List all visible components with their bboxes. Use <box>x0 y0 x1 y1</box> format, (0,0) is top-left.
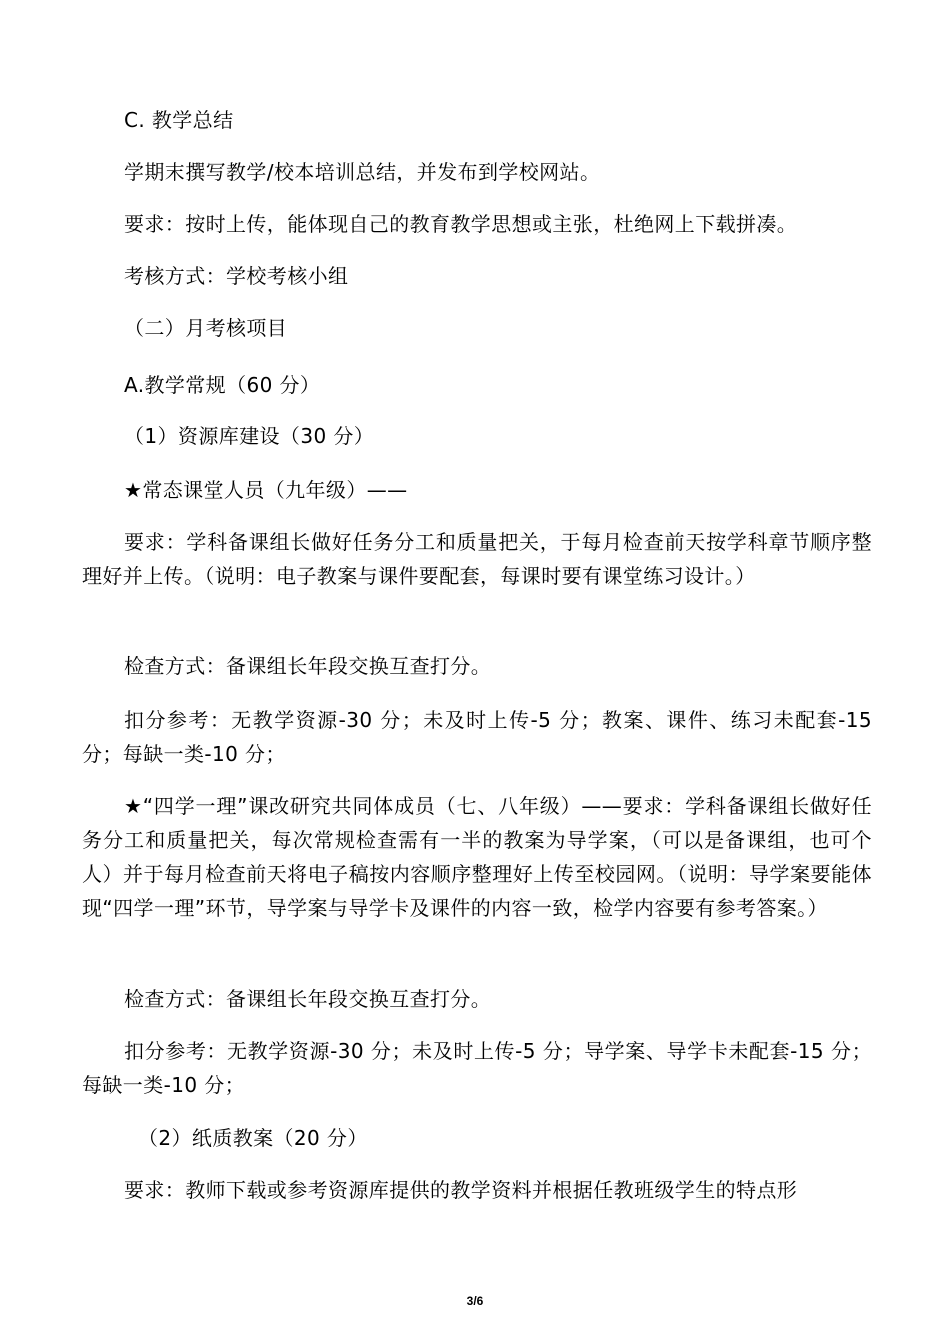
paragraph-summary-description: 学期末撰写教学/校本培训总结，并发布到学校网站。 <box>124 160 601 184</box>
paragraph-paper-lesson-plan-requirement: 要求：教师下载或参考资源库提供的教学资料并根据任教班级学生的特点形 <box>124 1178 798 1202</box>
paragraph-deduction-reference-1: 扣分参考：无教学资源-30 分；未及时上传-5 分；教案、课件、练习未配套-15 分；每缺一类-10 分； <box>82 708 872 766</box>
paragraph-regular-class-requirement: 要求：学科备课组长做好任务分工和质量把关，于每月检查前天按学科章节顺序整理好并上传。（说明：电子教案与课件要配套，每课时要有课堂练习设计。） <box>82 530 872 588</box>
section-heading-teaching-summary: C. 教学总结 <box>124 108 234 132</box>
paragraph-summary-requirement: 要求：按时上传，能体现自己的教育教学思想或主张，杜绝网上下载拼凑。 <box>124 212 798 236</box>
section-heading-monthly-assessment: （二）月考核项目 <box>124 316 288 340</box>
section-heading-teaching-routine: A.教学常规（60 分） <box>124 373 321 397</box>
subsection-heading-resource-library: （1）资源库建设（30 分） <box>124 424 375 448</box>
paragraph-deduction-reference-2: 扣分参考：无教学资源-30 分；未及时上传-5 分；导学案、导学卡未配套-15 分；每缺一类-10 分； <box>82 1039 872 1097</box>
paragraph-check-method-1: 检查方式：备课组长年段交换互查打分。 <box>124 654 492 678</box>
paragraph-summary-assessment: 考核方式：学校考核小组 <box>124 264 349 288</box>
paragraph-research-community-requirement: ★“四学一理”课改研究共同体成员（七、八年级）——要求：学科备课组长做好任务分工和质量把关，每次常规检查需有一半的教案为导学案，（可以是备课组，也可个人）并于每月检查前天将电子稿按内容顺序整理好上传至校园网。（说明：导学案要能体现“四学一理”环节，导学案与导学卡及课件的内容一致，检学内容要有参考答案。） <box>82 794 872 920</box>
paragraph-check-method-2: 检查方式：备课组长年段交换互查打分。 <box>124 987 492 1011</box>
page-number: 3/6 <box>466 1294 484 1308</box>
item-heading-regular-class: ★常态课堂人员（九年级）—— <box>124 478 408 502</box>
subsection-heading-paper-lesson-plans: （2）纸质教案（20 分） <box>138 1126 368 1150</box>
